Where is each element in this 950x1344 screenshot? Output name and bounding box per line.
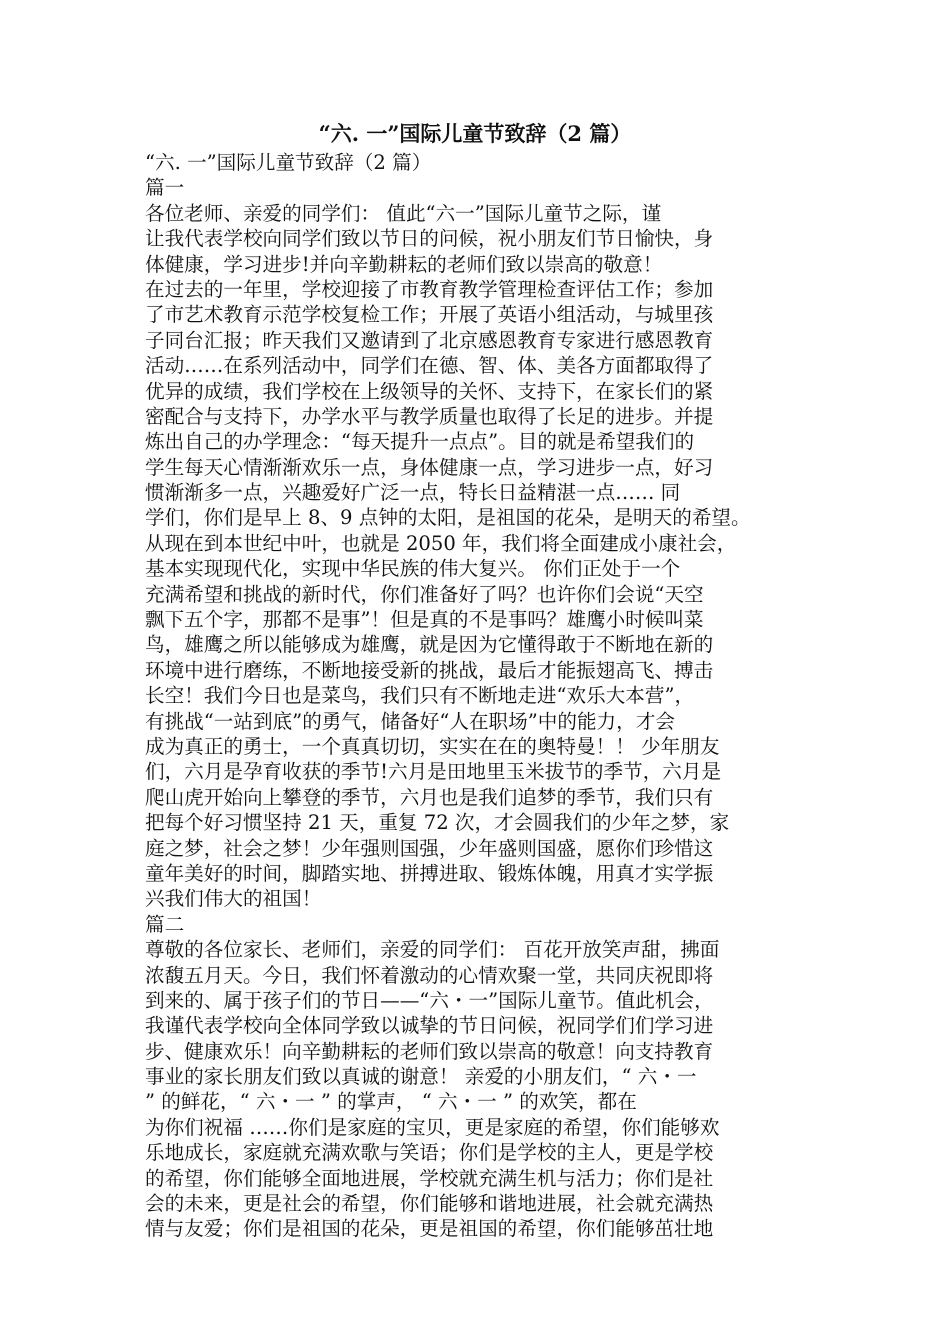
text-line: 们，六月是孕育收获的季节!六月是田地里玉米拔节的季节，六月是 xyxy=(145,760,722,784)
text-line: 会的未来，更是社会的希望，你们能够和谐地进展，社会就充满热 xyxy=(145,1192,714,1216)
text-line: 飘下五个字，那都不是事”！但是真的不是事吗？雄鹰小时候叫菜 xyxy=(145,608,704,632)
text-line: 浓馥五月天。今日，我们怀着激动的心情欢聚一堂，共同庆祝即将 xyxy=(145,963,714,987)
text-line: 情与友爱；你们是祖国的花朵，更是祖国的希望，你们能够茁壮地 xyxy=(145,1217,714,1241)
document-title: “六. 一”国际儿童节致辞（2 篇） xyxy=(318,121,632,146)
text-line: 把每个好习惯坚持 21 天，重复 72 次，才会圆我们的少年之梦，家 xyxy=(145,811,730,835)
text-line: 了市艺术教育示范学校复检工作；开展了英语小组活动，与城里孩 xyxy=(145,303,714,327)
text-line: 为你们祝福 ……你们是家庭的宝贝，更是家庭的希望，你们能够欢 xyxy=(145,1115,720,1139)
text-line: 充满希望和挑战的新时代，你们准备好了吗？也许你们会说“天空 xyxy=(145,582,704,606)
text-line: 从现在到本世纪中叶，也就是 2050 年，我们将全面建成小康社会， xyxy=(145,531,737,555)
text-line: 的希望，你们能够全面地进展，学校就充满生机与活力；你们是社 xyxy=(145,1166,714,1190)
text-line: 炼出自己的办学理念：“每天提升一点点”。目的就是希望我们的 xyxy=(145,430,695,454)
text-line: 各位老师、亲爱的同学们： 值此“六一”国际儿童节之际，谨 xyxy=(145,201,662,225)
text-line: 环境中进行磨练，不断地接受新的挑战，最后才能振翅高飞、搏击 xyxy=(145,658,714,682)
text-line: 我谨代表学校向全体同学致以诚挚的节日问候，祝同学们们学习进 xyxy=(145,1014,714,1038)
document-body xyxy=(145,150,825,1242)
text-line: 兴我们伟大的祖国！ xyxy=(145,887,322,911)
text-line: 有挑战“一站到底”的勇气，储备好“人在职场”中的能力，才会 xyxy=(145,709,675,733)
text-line: “六. 一”国际儿童节致辞（2 篇） xyxy=(145,151,432,174)
text-line: 尊敬的各位家长、老师们，亲爱的同学们： 百花开放笑声甜，拂面 xyxy=(145,938,720,962)
text-line: 鸟，雄鹰之所以能够成为雄鹰，就是因为它懂得敢于不断地在新的 xyxy=(145,633,714,657)
text-line: ” 的鲜花，“ 六・一 ” 的掌声， “ 六・一 ” 的欢笑，都在 xyxy=(145,1090,637,1114)
text-line: 爬山虎开始向上攀登的季节，六月也是我们追梦的季节，我们只有 xyxy=(145,785,714,809)
text-line: 篇一 xyxy=(145,176,185,200)
text-line: 学们，你们是早上 8、9 点钟的太阳，是祖国的花朵，是明天的希望。 xyxy=(145,506,751,530)
text-line: 子同台汇报；昨天我们又邀请到了北京感恩教育专家进行感恩教育 xyxy=(145,328,714,352)
text-line: 步、健康欢乐！向辛勤耕耘的老师们致以崇高的敬意！向支持教育 xyxy=(145,1039,714,1063)
text-line: 学生每天心情渐渐欢乐一点，身体健康一点，学习进步一点，好习 xyxy=(145,455,714,479)
text-line: 成为真正的勇士，一个真真切切，实实在在的奥特曼！！ 少年朋友 xyxy=(145,734,720,758)
text-line: 基本实现现代化，实现中华民族的伟大复兴。 你们正处于一个 xyxy=(145,557,681,581)
text-line: 长空！我们今日也是菜鸟，我们只有不断地走进“欢乐大本营”， xyxy=(145,684,695,708)
text-line: 到来的、属于孩子们的节日——“六・一”国际儿童节。值此机会， xyxy=(145,988,714,1012)
text-line: 在过去的一年里，学校迎接了市教育教学管理检查评估工作；参加 xyxy=(145,277,714,301)
text-line: 密配合与支持下，办学水平与教学质量也取得了长足的进步。并提 xyxy=(145,404,714,428)
text-line: 优异的成绩，我们学校在上级领导的关怀、支持下，在家长们的紧 xyxy=(145,379,714,403)
text-line: 惯渐渐多一点，兴趣爱好广泛一点，特长日益精湛一点…… 同 xyxy=(145,481,681,505)
text-line: 童年美好的时间，脚踏实地、拼搏进取、锻炼体魄，用真才实学振 xyxy=(145,861,714,885)
text-line: 体健康，学习进步!并向辛勤耕耘的老师们致以崇高的敬意！ xyxy=(145,252,663,276)
text-line: 事业的家长朋友们致以真诚的谢意！ 亲爱的小朋友们，“ 六・一 xyxy=(145,1065,697,1089)
text-line: 篇二 xyxy=(145,912,185,936)
text-line: 活动……在系列活动中，同学们在德、智、体、美各方面都取得了 xyxy=(145,354,714,378)
text-line: 乐地成长，家庭就充满欢歌与笑语；你们是学校的主人，更是学校 xyxy=(145,1141,714,1165)
text-line: 庭之梦，社会之梦！少年强则国强，少年盛则国盛，愿你们珍惜这 xyxy=(145,836,714,860)
text-line: 让我代表学校向同学们致以节日的问候，祝小朋友们节日愉快，身 xyxy=(145,227,714,251)
